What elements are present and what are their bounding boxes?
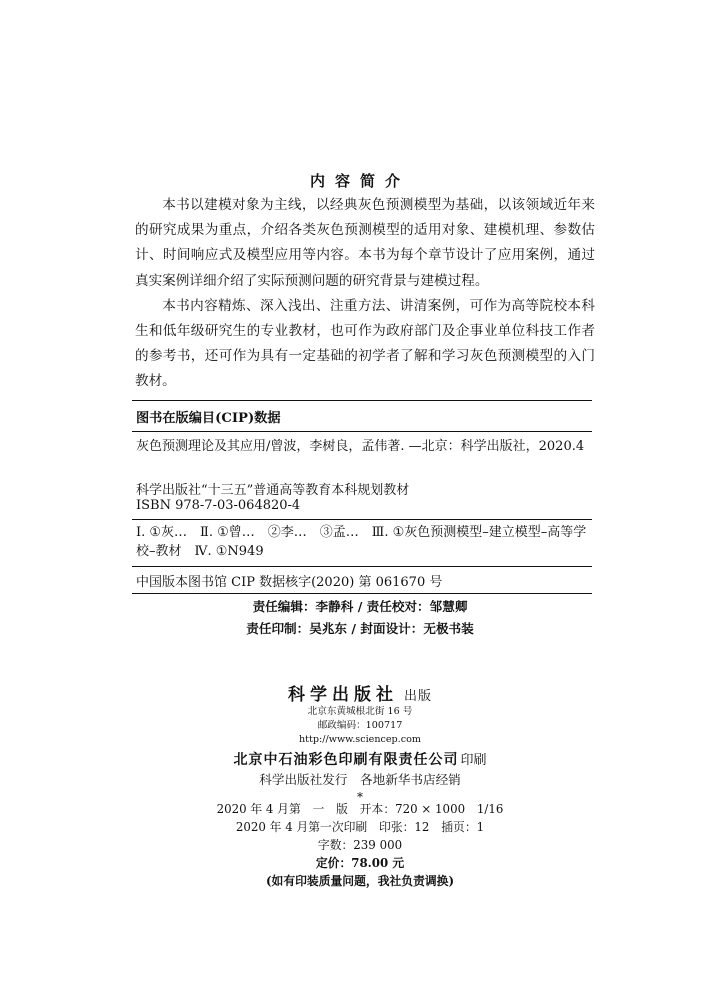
quality-note: (如有印装质量问题，我社负责调换) bbox=[265, 874, 455, 888]
cip-block bbox=[132, 400, 592, 590]
cip-title-line: 灰色预测理论及其应用/曾波，李树良，孟伟著. —北京：科学出版社，2020.4 bbox=[136, 439, 585, 454]
edition-line: 2020 年 4 月第 一 版 开本：720 × 1000 1/16 bbox=[216, 802, 504, 816]
publisher-postcode: 邮政编码：100717 bbox=[317, 720, 403, 731]
cip-divider bbox=[132, 519, 592, 520]
cip-series-line: 科学出版社“十三五”普通高等教育本科规划教材 bbox=[136, 483, 410, 498]
price: 定价：78.00 元 bbox=[315, 856, 405, 870]
printing-line: 2020 年 4 月第一次印刷 印张：12 插页：1 bbox=[235, 820, 485, 834]
editors-block bbox=[0, 596, 720, 640]
publisher-name-line bbox=[0, 680, 720, 705]
printer-suffix: 印刷 bbox=[460, 753, 487, 768]
cip-heading: 图书在版编目(CIP)数据 bbox=[136, 411, 281, 426]
summary-body bbox=[135, 193, 595, 395]
publisher-address: 北京东黄城根北街 16 号 bbox=[307, 706, 413, 717]
cip-core-number: 中国版本图书馆 CIP 数据核字(2020) 第 061670 号 bbox=[136, 575, 443, 590]
publisher-suffix: 出版 bbox=[403, 689, 432, 704]
word-count: 字数：239 000 bbox=[317, 838, 403, 852]
cip-classification: Ⅰ. ①灰… Ⅱ. ①曾… ②李… ③孟… Ⅲ. ①灰色预测模型–建立模型–高等学校–教材 Ⅳ. ①N949 bbox=[136, 525, 587, 559]
printer-line bbox=[0, 749, 720, 769]
cip-divider bbox=[132, 566, 592, 567]
distribution-line: 科学出版社发行 各地新华书店经销 bbox=[259, 772, 461, 787]
editors-line-1: 责任编辑：李静科 / 责任校对：邹慧卿 bbox=[252, 599, 468, 614]
publisher-website: http://www.sciencep.com bbox=[299, 734, 421, 745]
publisher-name: 科学出版社 bbox=[287, 685, 398, 705]
printer-name: 北京中石油彩色印刷有限责任公司 bbox=[233, 752, 459, 768]
cip-divider bbox=[132, 431, 592, 432]
cip-isbn: ISBN 978-7-03-064820-4 bbox=[136, 498, 301, 513]
summary-paragraph-1: 本书以建模对象为主线，以经典灰色预测模型为基础，以该领域近年来的研究成果为重点，介绍各类灰色预测模型的适用对象、建模机理、参数估计、时间响应式及模型应用等内容。本书为每个章节设计了应用案例，通过真实案例详细介绍了实际预测问题的研究背景与建模过程。 bbox=[135, 197, 595, 289]
specs-block bbox=[0, 800, 720, 890]
publisher-block bbox=[0, 680, 720, 803]
cip-divider bbox=[132, 593, 592, 594]
summary-title: 内容简介 bbox=[309, 172, 410, 190]
editors-line-2: 责任印制：吴兆东 / 封面设计：无极书装 bbox=[246, 621, 474, 636]
separator-star: * bbox=[357, 790, 363, 804]
summary-paragraph-2: 本书内容精炼、深入浅出、注重方法、讲清案例，可作为高等院校本科生和低年级研究生的专业教材，也可作为政府部门及企事业单位科技工作者的参考书，还可作为具有一定基础的初学者了解和学习灰色预测模型的入门教材。 bbox=[135, 297, 595, 390]
